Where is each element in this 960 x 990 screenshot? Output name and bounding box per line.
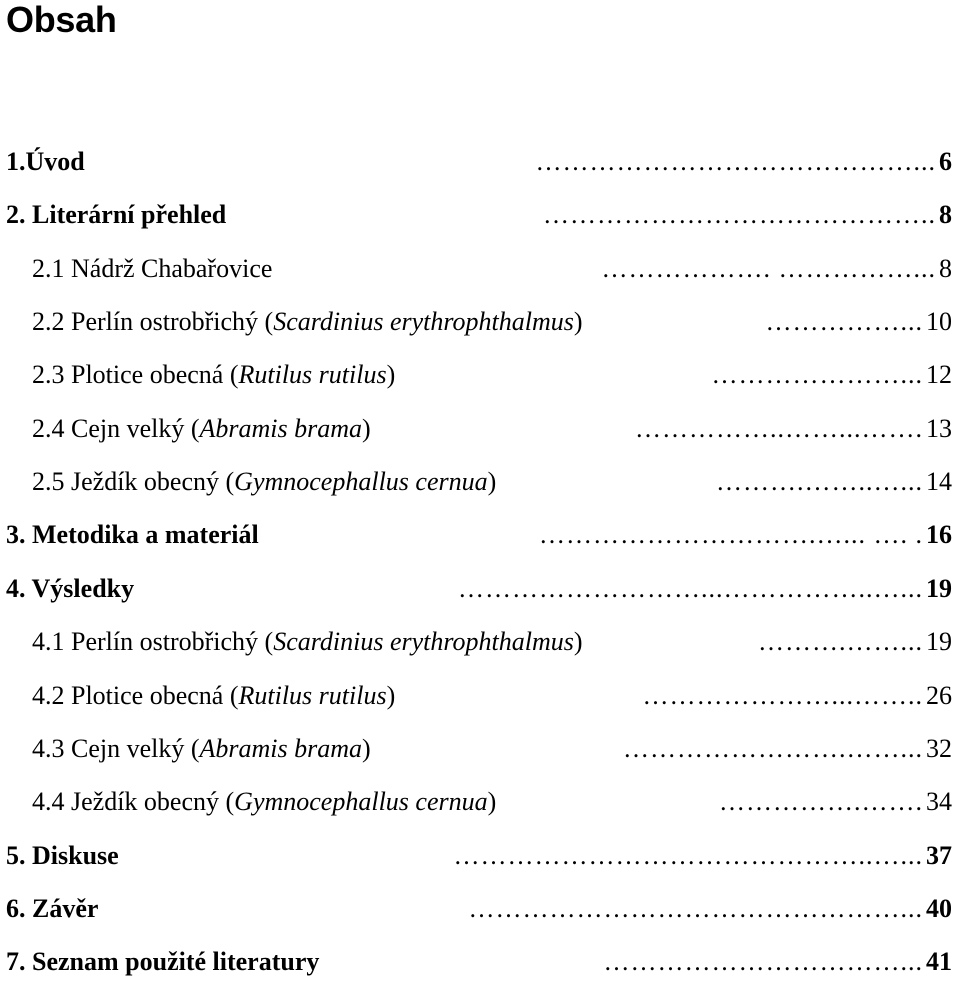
toc-entry-title	[32, 732, 375, 766]
toc-dot-leader: ………………………...……………..…...	[458, 574, 923, 603]
toc-entry[interactable]	[32, 625, 952, 659]
toc-entry-label-suffix: )	[386, 681, 396, 710]
toc-entry[interactable]	[32, 358, 952, 392]
toc-entry-label: 6. Závěr	[6, 894, 99, 923]
toc-entry-label: 4.4 Ježdík obecný (	[32, 787, 235, 816]
toc-dot-leader: …………………….……...	[623, 734, 923, 763]
toc-entry[interactable]	[32, 785, 952, 819]
toc-entry-label-suffix: )	[362, 414, 371, 443]
toc-entry-label: 2.3 Plotice obecná (	[32, 360, 239, 389]
toc-entry-label: 4.3 Cejn velký (	[32, 734, 200, 763]
toc-page-number: 19	[923, 572, 952, 606]
toc-dot-leader: ………………. ……………...	[601, 254, 936, 283]
toc-entry-label-suffix: )	[573, 307, 583, 336]
toc-page-number: 37	[923, 839, 952, 873]
toc-entry-latin-name: Abramis brama	[199, 734, 363, 763]
toc-page-number: 8	[936, 198, 952, 232]
toc-entry-label: 2.5 Ježdík obecný (	[32, 467, 235, 496]
toc-dot-leader: ……….……...	[758, 627, 923, 656]
toc-entry-title	[32, 679, 399, 713]
toc-entry-title	[32, 252, 276, 286]
toc-entry-title	[32, 625, 587, 659]
toc-entry-label-suffix: )	[487, 787, 497, 816]
toc-entry-latin-name: Rutilus rutilus	[238, 681, 387, 710]
toc-entry-title	[32, 785, 500, 819]
toc-entry[interactable]	[32, 732, 952, 766]
toc-page-number: 34	[923, 785, 952, 819]
toc-entry-label-suffix: )	[386, 360, 396, 389]
toc-entry[interactable]	[6, 572, 952, 606]
toc-entry[interactable]	[6, 839, 952, 873]
toc-entry-label-suffix: )	[487, 467, 497, 496]
toc-dot-leader: ………………………….…... …. .	[539, 520, 923, 549]
toc-entry[interactable]	[32, 679, 952, 713]
toc-entry-title	[32, 412, 375, 446]
toc-entry-label: 3. Metodika a materiál	[6, 520, 259, 549]
toc-entry[interactable]	[32, 465, 952, 499]
toc-entry[interactable]	[32, 305, 952, 339]
toc-dot-leader: …………………...……..	[642, 681, 923, 710]
toc-entry-label-suffix: )	[362, 734, 371, 763]
toc-entry-latin-name: Gymnocephallus cernua	[234, 467, 488, 496]
toc-page-number: 41	[923, 945, 952, 979]
toc-entry-label: 4.1 Perlín ostrobřichý (	[32, 627, 274, 656]
toc-dot-leader: ……………...	[765, 307, 923, 336]
toc-page-number: 26	[923, 679, 952, 713]
toc-page-number: 6	[936, 145, 952, 179]
toc-page-number: 16	[923, 518, 952, 552]
toc-entry[interactable]	[6, 518, 952, 552]
toc-entry-label: 7. Seznam použité literatury	[6, 947, 320, 976]
toc-entry-label: 4. Výsledky	[6, 574, 135, 603]
toc-entry-label: 2.1 Nádrž Chabařovice	[32, 254, 273, 283]
toc-entry-title	[6, 145, 89, 179]
toc-entry-label-suffix: )	[573, 627, 583, 656]
toc-dot-leader: ……….……..…...	[716, 467, 923, 496]
toc-entry[interactable]	[6, 145, 952, 179]
toc-page-number: 8	[936, 252, 952, 286]
toc-page-number: 14	[923, 465, 952, 499]
toc-entry[interactable]	[6, 945, 952, 979]
toc-entry-title	[6, 945, 323, 979]
toc-dot-leader: …………………………………………...	[468, 894, 923, 923]
toc-dot-leader: ……………………………………..	[543, 200, 936, 229]
toc-dot-leader: ……………..……...…….	[635, 414, 923, 443]
toc-entry-title	[6, 892, 102, 926]
toc-entry-title	[32, 465, 500, 499]
toc-page-number: 19	[923, 625, 952, 659]
toc-page-number: 13	[923, 412, 952, 446]
page-title: Obsah	[6, 0, 117, 40]
toc-dot-leader: …………………...	[711, 360, 923, 389]
toc-page-number: 12	[923, 358, 952, 392]
toc-entry-latin-name: Rutilus rutilus	[238, 360, 387, 389]
toc-entry-label: 2. Literární přehled	[6, 200, 227, 229]
toc-page-number: 10	[923, 305, 952, 339]
toc-entry[interactable]	[6, 892, 952, 926]
toc-dot-leader: ……………………………………...	[535, 147, 936, 176]
toc-dot-leader: ……………………………...	[603, 947, 923, 976]
toc-entry-title	[6, 572, 138, 606]
toc-entry[interactable]	[6, 198, 952, 232]
toc-entry-label: 5. Diskuse	[6, 841, 119, 870]
toc-entry-label: 4.2 Plotice obecná (	[32, 681, 239, 710]
toc-entry-title	[6, 518, 263, 552]
toc-entry-label: 2.2 Perlín ostrobřichý (	[32, 307, 274, 336]
toc-entry-label: 1.Úvod	[6, 147, 85, 176]
toc-dot-leader: …………….…….	[719, 787, 923, 816]
toc-entry-title	[32, 305, 587, 339]
toc-entry-title	[32, 358, 399, 392]
toc-entry-latin-name: Abramis brama	[199, 414, 363, 443]
toc-entry-title	[6, 839, 123, 873]
toc-page-number: 40	[923, 892, 952, 926]
toc-entry-title	[6, 198, 230, 232]
toc-entry[interactable]	[32, 412, 952, 446]
toc-entry-latin-name: Scardinius erythrophthalmus	[273, 307, 574, 336]
toc-dot-leader: ………………………………………..…...	[453, 841, 923, 870]
toc-entry-label: 2.4 Cejn velký (	[32, 414, 200, 443]
toc-entry-latin-name: Scardinius erythrophthalmus	[273, 627, 574, 656]
toc-entry[interactable]	[32, 252, 952, 286]
toc-entry-latin-name: Gymnocephallus cernua	[234, 787, 488, 816]
toc-page-number: 32	[923, 732, 952, 766]
